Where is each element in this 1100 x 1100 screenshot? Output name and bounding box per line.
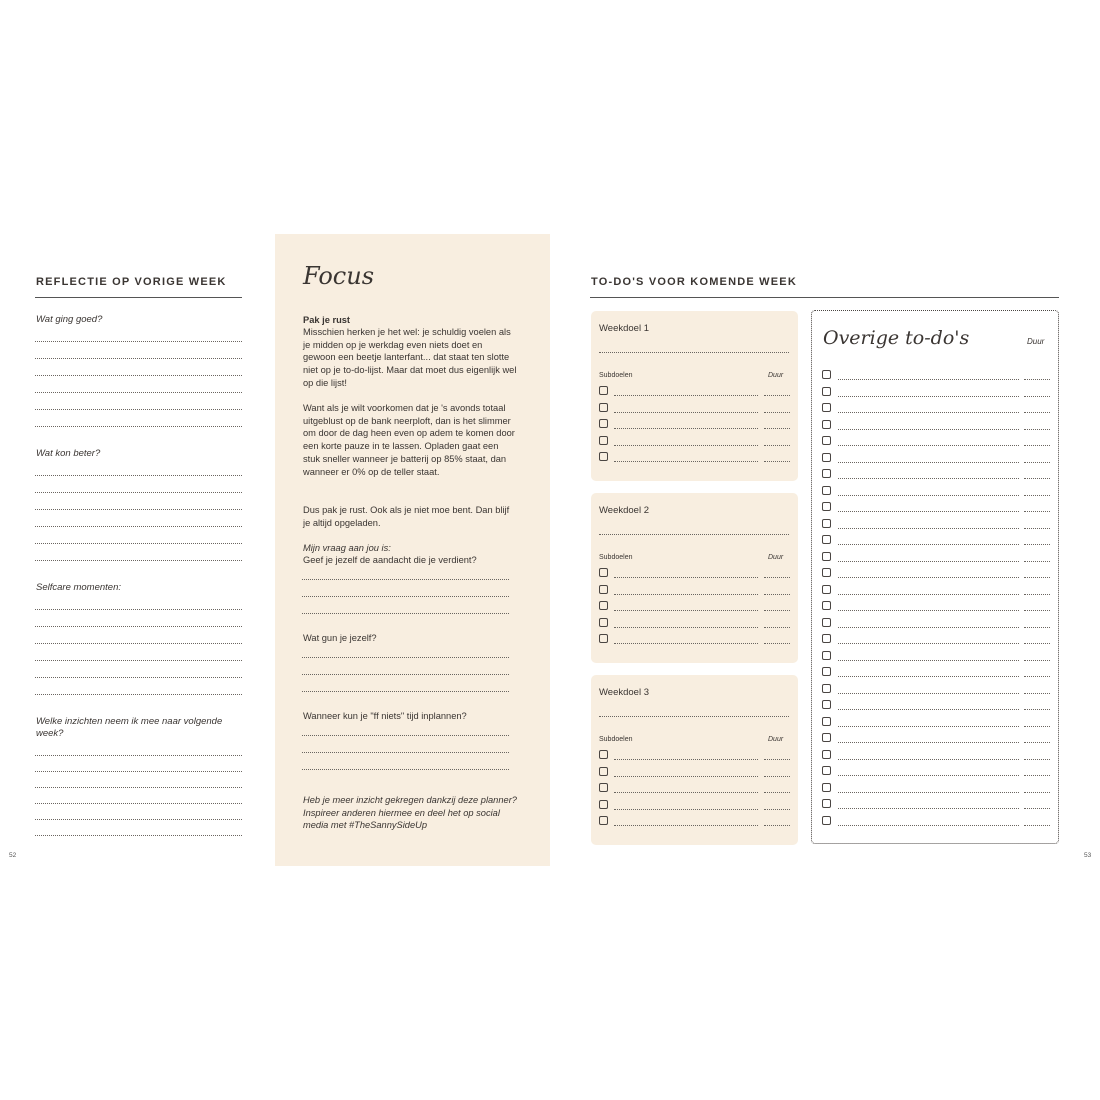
subdoel-checkbox[interactable]	[599, 419, 608, 428]
subdoel-checkbox[interactable]	[599, 618, 608, 627]
overige-duur-line[interactable]	[1024, 742, 1050, 743]
overige-todo-checkbox[interactable]	[822, 535, 831, 544]
overige-duur-line[interactable]	[1024, 693, 1050, 694]
overige-todo-checkbox[interactable]	[822, 618, 831, 627]
subdoel-line[interactable]	[614, 627, 758, 628]
focus-panel	[275, 234, 550, 866]
overige-todo-checkbox[interactable]	[822, 502, 831, 511]
write-line[interactable]	[35, 609, 242, 610]
write-line[interactable]	[35, 787, 242, 788]
write-line[interactable]	[35, 755, 242, 756]
write-line[interactable]	[35, 626, 242, 627]
focus-title: Focus	[303, 262, 375, 290]
duur-line[interactable]	[764, 759, 790, 760]
overige-duur-line[interactable]	[1024, 610, 1050, 611]
overige-todo-checkbox[interactable]	[822, 684, 831, 693]
focus-question-intro: Mijn vraag aan jou is:	[303, 543, 391, 553]
subdoel-checkbox[interactable]	[599, 816, 608, 825]
subdoel-line[interactable]	[614, 759, 758, 760]
overige-duur-line[interactable]	[1024, 825, 1050, 826]
duur-line[interactable]	[764, 445, 790, 446]
overige-todo-checkbox[interactable]	[822, 783, 831, 792]
write-line[interactable]	[35, 409, 242, 410]
overige-todo-checkbox[interactable]	[822, 453, 831, 462]
subdoel-checkbox[interactable]	[599, 386, 608, 395]
overige-todo-checkbox[interactable]	[822, 651, 831, 660]
overige-todo-checkbox[interactable]	[822, 403, 831, 412]
subdoel-checkbox[interactable]	[599, 452, 608, 461]
overige-todo-checkbox[interactable]	[822, 750, 831, 759]
subdoel-line[interactable]	[614, 809, 758, 810]
write-line[interactable]	[35, 543, 242, 544]
todos-heading: TO-DO'S VOOR KOMENDE WEEK	[591, 276, 797, 288]
focus-question-3: Wanneer kun je "ff niets" tijd inplannen?	[303, 711, 467, 721]
weekdoel-title: Weekdoel 2	[599, 505, 649, 516]
subdoel-checkbox[interactable]	[599, 767, 608, 776]
write-line[interactable]	[35, 694, 242, 695]
overige-todo-line[interactable]	[838, 627, 1019, 628]
write-line[interactable]	[35, 660, 242, 661]
overige-todo-line[interactable]	[838, 594, 1019, 595]
overige-duur-line[interactable]	[1024, 561, 1050, 562]
subdoel-checkbox[interactable]	[599, 783, 608, 792]
write-line[interactable]	[35, 341, 242, 342]
weekdoel-goal-line[interactable]	[599, 534, 789, 535]
write-line[interactable]	[35, 526, 242, 527]
write-line[interactable]	[35, 835, 242, 836]
overige-duur-line[interactable]	[1024, 643, 1050, 644]
reflectie-question-3: Selfcare momenten:	[36, 582, 122, 593]
overige-todo-line[interactable]	[838, 478, 1019, 479]
write-line[interactable]	[35, 492, 242, 493]
overige-duur-line[interactable]	[1024, 627, 1050, 628]
weekdoel-goal-line[interactable]	[599, 716, 789, 717]
duur-line[interactable]	[764, 428, 790, 429]
focus-paragraph-1: Misschien herken je het wel: je schuldig voelen als je midden op je werkdag even niets doet en gewoon een beetje lanterfant... dat staat ten slotte niet op je to-do-lijst. Maar dat moet dus eigenlijk wel op die lijst!	[303, 327, 517, 388]
overige-todo-line[interactable]	[838, 577, 1019, 578]
overige-todo-checkbox[interactable]	[822, 568, 831, 577]
write-line[interactable]	[35, 475, 242, 476]
overige-duur-line[interactable]	[1024, 379, 1050, 380]
weekdoel-title: Weekdoel 3	[599, 687, 649, 698]
subdoel-line[interactable]	[614, 643, 758, 644]
overige-todo-line[interactable]	[838, 544, 1019, 545]
overige-duur-line[interactable]	[1024, 726, 1050, 727]
subdoelen-label: Subdoelen	[599, 736, 633, 743]
overige-duur-line[interactable]	[1024, 660, 1050, 661]
subdoel-line[interactable]	[614, 445, 758, 446]
write-line[interactable]	[302, 735, 509, 736]
subdoel-line[interactable]	[614, 610, 758, 611]
overige-todo-line[interactable]	[838, 825, 1019, 826]
overige-duur-line[interactable]	[1024, 792, 1050, 793]
overige-duur-line[interactable]	[1024, 429, 1050, 430]
overige-duur-line[interactable]	[1024, 462, 1050, 463]
subdoel-checkbox[interactable]	[599, 585, 608, 594]
overige-duur-label: Duur	[1027, 337, 1045, 346]
subdoel-line[interactable]	[614, 577, 758, 578]
write-line[interactable]	[302, 691, 509, 692]
focus-paragraph-2: Want als je wilt voorkomen dat je 's avonds totaal uitgeblust op de bank neerploft, dan is het slimmer om door de dag heen even op adem te komen door een korte pauze in te lassen. Opladen gaat een stuk sneller wanneer je batterij op 85% staat, dan wanneer er 0% op de teller staat.	[303, 403, 515, 477]
subdoel-line[interactable]	[614, 792, 758, 793]
overige-todo-checkbox[interactable]	[822, 700, 831, 709]
reflectie-heading: REFLECTIE OP VORIGE WEEK	[36, 276, 227, 288]
overige-todo-checkbox[interactable]	[822, 519, 831, 528]
subdoel-checkbox[interactable]	[599, 634, 608, 643]
duur-line[interactable]	[764, 461, 790, 462]
duur-line[interactable]	[764, 825, 790, 826]
overige-todo-checkbox[interactable]	[822, 370, 831, 379]
overige-todo-line[interactable]	[838, 726, 1019, 727]
focus-paragraph-3: Dus pak je rust. Ook als je niet moe bent. Dan blijf je altijd opgeladen.	[303, 505, 510, 528]
focus-question: Geef je jezelf de aandacht die je verdient?	[303, 555, 477, 565]
duur-line[interactable]	[764, 594, 790, 595]
write-line[interactable]	[35, 509, 242, 510]
overige-duur-line[interactable]	[1024, 759, 1050, 760]
overige-todo-line[interactable]	[838, 379, 1019, 380]
page-number-right: 53	[1084, 852, 1092, 859]
overige-todo-line[interactable]	[838, 495, 1019, 496]
overige-todo-line[interactable]	[838, 676, 1019, 677]
duur-line[interactable]	[764, 643, 790, 644]
overige-duur-line[interactable]	[1024, 709, 1050, 710]
duur-line[interactable]	[764, 809, 790, 810]
subdoel-line[interactable]	[614, 594, 758, 595]
write-line[interactable]	[302, 769, 509, 770]
overige-duur-line[interactable]	[1024, 412, 1050, 413]
overige-duur-line[interactable]	[1024, 511, 1050, 512]
focus-question-2: Wat gun je jezelf?	[303, 633, 377, 643]
weekdoel-box-1	[591, 311, 798, 481]
reflectie-heading-rule	[35, 297, 242, 298]
overige-duur-line[interactable]	[1024, 808, 1050, 809]
overige-todo-line[interactable]	[838, 808, 1019, 809]
subdoel-line[interactable]	[614, 776, 758, 777]
duur-label: Duur	[768, 554, 784, 561]
overige-todo-line[interactable]	[838, 759, 1019, 760]
duur-label: Duur	[768, 372, 784, 379]
subdoel-checkbox[interactable]	[599, 750, 608, 759]
write-line[interactable]	[302, 579, 509, 580]
overige-todo-checkbox[interactable]	[822, 717, 831, 726]
subdoelen-label: Subdoelen	[599, 372, 633, 379]
overige-duur-line[interactable]	[1024, 478, 1050, 479]
reflectie-question-1: Wat ging goed?	[36, 314, 103, 325]
overige-todo-checkbox[interactable]	[822, 766, 831, 775]
overige-duur-line[interactable]	[1024, 775, 1050, 776]
overige-todo-checkbox[interactable]	[822, 420, 831, 429]
overige-todo-line[interactable]	[838, 462, 1019, 463]
overige-todo-line[interactable]	[838, 610, 1019, 611]
write-line[interactable]	[35, 375, 242, 376]
subdoel-line[interactable]	[614, 461, 758, 462]
weekdoel-goal-line[interactable]	[599, 352, 789, 353]
overige-todo-checkbox[interactable]	[822, 436, 831, 445]
overige-duur-line[interactable]	[1024, 676, 1050, 677]
overige-duur-line[interactable]	[1024, 396, 1050, 397]
overige-todo-checkbox[interactable]	[822, 816, 831, 825]
weekdoel-box-2	[591, 493, 798, 663]
overige-todo-line[interactable]	[838, 511, 1019, 512]
subdoel-checkbox[interactable]	[599, 601, 608, 610]
overige-todo-checkbox[interactable]	[822, 667, 831, 676]
focus-outro: Heb je meer inzicht gekregen dankzij deze planner? Inspireer anderen hiermee en deel het op social media met #TheSannySideUp	[303, 795, 517, 831]
overige-duur-line[interactable]	[1024, 544, 1050, 545]
overige-todo-line[interactable]	[838, 429, 1019, 430]
overige-todo-checkbox[interactable]	[822, 552, 831, 561]
duur-line[interactable]	[764, 395, 790, 396]
overige-todo-line[interactable]	[838, 775, 1019, 776]
subdoelen-label: Subdoelen	[599, 554, 633, 561]
write-line[interactable]	[35, 819, 242, 820]
overige-todo-line[interactable]	[838, 742, 1019, 743]
subdoel-checkbox[interactable]	[599, 568, 608, 577]
write-line[interactable]	[35, 392, 242, 393]
overige-todo-line[interactable]	[838, 643, 1019, 644]
write-line[interactable]	[302, 657, 509, 658]
overige-duur-line[interactable]	[1024, 594, 1050, 595]
subdoel-line[interactable]	[614, 428, 758, 429]
overige-todo-line[interactable]	[838, 561, 1019, 562]
subdoel-line[interactable]	[614, 412, 758, 413]
overige-todo-checkbox[interactable]	[822, 486, 831, 495]
duur-line[interactable]	[764, 577, 790, 578]
overige-todo-line[interactable]	[838, 445, 1019, 446]
focus-subheading: Pak je rust	[303, 315, 351, 325]
weekdoel-title: Weekdoel 1	[599, 323, 649, 334]
duur-line[interactable]	[764, 610, 790, 611]
duur-line[interactable]	[764, 627, 790, 628]
subdoel-checkbox[interactable]	[599, 403, 608, 412]
overige-todo-line[interactable]	[838, 709, 1019, 710]
write-line[interactable]	[35, 358, 242, 359]
subdoel-line[interactable]	[614, 395, 758, 396]
overige-todo-line[interactable]	[838, 693, 1019, 694]
overige-todo-line[interactable]	[838, 792, 1019, 793]
overige-title: Overige to-do's	[823, 327, 970, 349]
overige-todo-checkbox[interactable]	[822, 601, 831, 610]
overige-todo-checkbox[interactable]	[822, 469, 831, 478]
write-line[interactable]	[35, 677, 242, 678]
overige-duur-line[interactable]	[1024, 528, 1050, 529]
weekdoel-box-3	[591, 675, 798, 845]
reflectie-question-2: Wat kon beter?	[36, 448, 101, 459]
overige-duur-line[interactable]	[1024, 577, 1050, 578]
duur-line[interactable]	[764, 792, 790, 793]
overige-todo-line[interactable]	[838, 412, 1019, 413]
subdoel-checkbox[interactable]	[599, 436, 608, 445]
overige-todo-checkbox[interactable]	[822, 387, 831, 396]
write-line[interactable]	[302, 596, 509, 597]
write-line[interactable]	[35, 771, 242, 772]
todos-heading-rule	[590, 297, 1059, 298]
overige-duur-line[interactable]	[1024, 495, 1050, 496]
write-line[interactable]	[35, 426, 242, 427]
duur-line[interactable]	[764, 412, 790, 413]
write-line[interactable]	[302, 613, 509, 614]
write-line[interactable]	[302, 674, 509, 675]
overige-todo-line[interactable]	[838, 660, 1019, 661]
write-line[interactable]	[35, 560, 242, 561]
overige-todos-box	[811, 310, 1059, 844]
page-number-left: 52	[9, 852, 17, 859]
write-line[interactable]	[35, 803, 242, 804]
overige-todo-checkbox[interactable]	[822, 634, 831, 643]
write-line[interactable]	[35, 643, 242, 644]
duur-label: Duur	[768, 736, 784, 743]
subdoel-line[interactable]	[614, 825, 758, 826]
overige-todo-line[interactable]	[838, 528, 1019, 529]
reflectie-question-4: Welke inzichten neem ik mee naar volgende week?	[36, 716, 223, 739]
duur-line[interactable]	[764, 776, 790, 777]
subdoel-checkbox[interactable]	[599, 800, 608, 809]
write-line[interactable]	[302, 752, 509, 753]
overige-duur-line[interactable]	[1024, 445, 1050, 446]
overige-todo-checkbox[interactable]	[822, 585, 831, 594]
overige-todo-checkbox[interactable]	[822, 799, 831, 808]
overige-todo-checkbox[interactable]	[822, 733, 831, 742]
overige-todo-line[interactable]	[838, 396, 1019, 397]
